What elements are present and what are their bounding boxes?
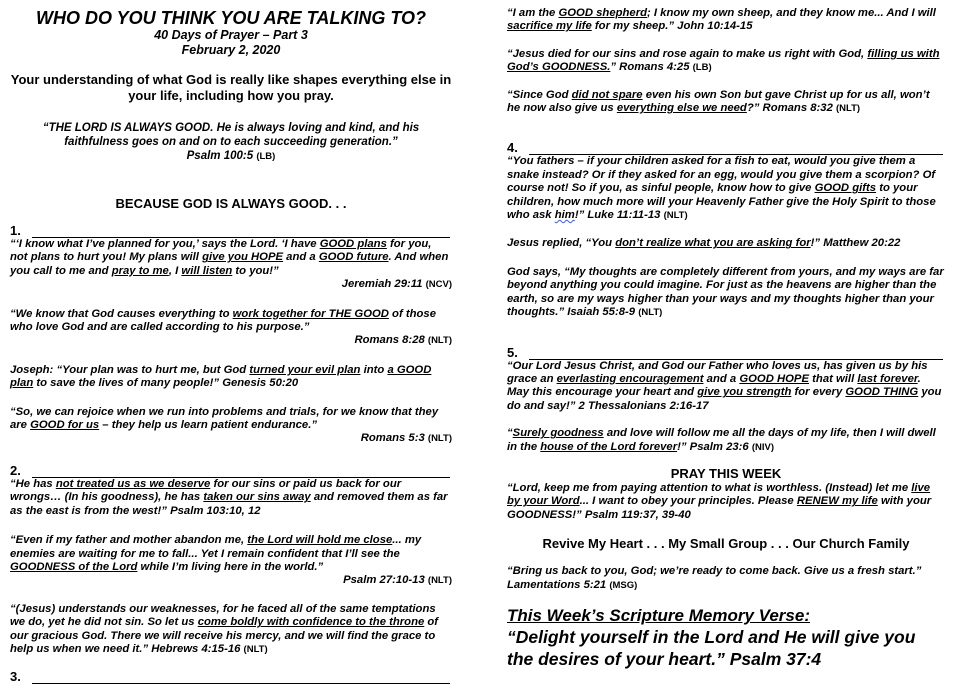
blank-line-5 xyxy=(529,348,943,360)
page-title: WHO DO YOU THINK YOU ARE TALKING TO? xyxy=(35,8,426,28)
verse-hebrews: “(Jesus) understands our weaknesses, for he faced all of the same temptations we do, yet he did not sin. So let us come boldly with confidence to the throne of our gracious God. There we will receive his mercy, and we will find the grace to help us when we need it.” Hebrews 4:15-16 (NLT) xyxy=(10,602,439,655)
verse-2-thessalonians: “Our Lord Jesus Christ, and God our Father who loves us, has given us by his grace an everlasting encouragement and a GOOD HOPE that will last forever. May this encourage your heart and give you strength for every GOOD THING you do and say!” 2 Thessalonians 2:16-17 xyxy=(507,359,942,412)
blank-line-3 xyxy=(32,672,450,684)
verse-jeremiah: “‘I know what I’ve planned for you,’ says the Lord. ‘I have GOOD plans for you, not plans to hurt you! My plans will give you HOPE and a GOOD future. And when you call to me and pray to me, I will listen to you!” Jeremiah 29:11 (NCV) xyxy=(10,238,452,291)
point-3: 3. xyxy=(10,670,452,684)
date: February 2, 2020 xyxy=(181,43,281,57)
verse-romans-8-28: “We know that God causes everything to work together for THE GOOD of those who love God and are called according to his purpose.” Romans 8:28 (NLT) xyxy=(10,307,452,347)
blank-line-4 xyxy=(529,143,943,155)
verse-romans-4-25: “Jesus died for our sins and rose again to make us right with God, filling us with God’s GOODNESS.” Romans 4:25 (LB) xyxy=(507,47,940,74)
verse-genesis: Joseph: “Your plan was to hurt me, but God turned your evil plan into a GOOD plan to save the lives of many people!” Genesis 50:20 xyxy=(10,363,432,390)
memory-verse-heading: This Week’s Scripture Memory Verse: xyxy=(507,605,810,625)
point-1: 1. xyxy=(10,224,452,238)
verse-psalm-119: “Lord, keep me from paying attention to what is worthless. (Instead) let me live by your Word... I want to obey your principles. Please RENEW my life with your GOODNESS!” Psalm 119:37, 39-40 xyxy=(507,481,932,521)
verse-romans-5-3: “So, we can rejoice when we run into problems and trials, for we know that they are GOOD for us – they help us learn patient endurance.” Romans 5:3 (NLT) xyxy=(10,405,452,445)
pray-heading: PRAY THIS WEEK xyxy=(670,465,782,481)
left-column xyxy=(10,0,452,684)
point-4: 4. xyxy=(507,141,945,155)
memory-verse: “Delight yourself in the Lord and He will give you the desires of your heart.” Psalm 37:4 xyxy=(507,626,916,669)
point-2: 2. xyxy=(10,464,452,478)
blank-line-2 xyxy=(32,466,450,478)
point-5: 5. xyxy=(507,346,945,360)
right-column xyxy=(507,0,945,670)
verse-luke-11: “You fathers – if your children asked for a fish to eat, would you give them a snake instead? Or if they asked for an egg, would you give them a scorpion? Of course not! So if you, as sinful people, know how to give GOOD gifts to your children, how much more will your Heavenly Father give the Holy Spirit to those who ask him!” Luke 11:11-13 (NLT) xyxy=(507,155,936,222)
verse-matthew-20: Jesus replied, “You don’t realize what you are asking for!” Matthew 20:22 xyxy=(507,237,901,250)
verse-lamentations: “Bring us back to you, God; we’re ready to come back. Give us a fresh start.” Lamentations 5:21 (MSG) xyxy=(507,565,922,591)
verse-psalm-23: “Surely goodness and love will follow me all the days of my life, then I will dwell in the house of the Lord forever!” Psalm 23:6 (NIV) xyxy=(507,427,936,453)
blank-line-1 xyxy=(32,226,450,238)
verse-psalm-27: “Even if my father and mother abandon me, the Lord will hold me close... my enemies are waiting for me to fall... Yet I remain confident that I’ll see the GOODNESS of the Lord while I’m living here in the world.” Psalm 27:10-13 (NLT) xyxy=(10,534,452,587)
verse-isaiah-55: God says, “My thoughts are completely different from yours, and my ways are far beyond anything you could imagine. For just as the heavens are higher than the earth, so are my ways higher than your ways and my thoughts higher than your thoughts.” Isaiah 55:8-9 (NLT) xyxy=(507,265,944,319)
verse-psalm-103: “He has not treated us as we deserve for our sins or paid us back for our wrongs… (In his goodness), he has taken our sins away and removed them as far as the east is from the west!” Psalm 103:10, 12 xyxy=(10,477,448,517)
series-subtitle: 40 Days of Prayer – Part 3 xyxy=(154,28,308,42)
section-heading: BECAUSE GOD IS ALWAYS GOOD. . . xyxy=(115,196,347,211)
theme-quote: “THE LORD IS ALWAYS GOOD. He is always loving and kind, and his faithfulness goes on and on to each succeeding generation.” Psalm 100:5 (LB) xyxy=(42,122,420,162)
revive-line: Revive My Heart . . . My Small Group . . . Our Church Family xyxy=(542,536,910,552)
verse-romans-8-32: “Since God did not spare even his own Son but gave Christ up for us all, won’t he now also give us everything else we need?” Romans 8:32 (NLT) xyxy=(507,88,930,115)
intro-text: Your understanding of what God is really like shapes everything else in your life, including how you pray. xyxy=(10,72,452,103)
verse-john-10: “I am the GOOD shepherd; I know my own sheep, and they know me... And I will sacrifice my life for my sheep.” John 10:14-15 xyxy=(507,7,936,33)
